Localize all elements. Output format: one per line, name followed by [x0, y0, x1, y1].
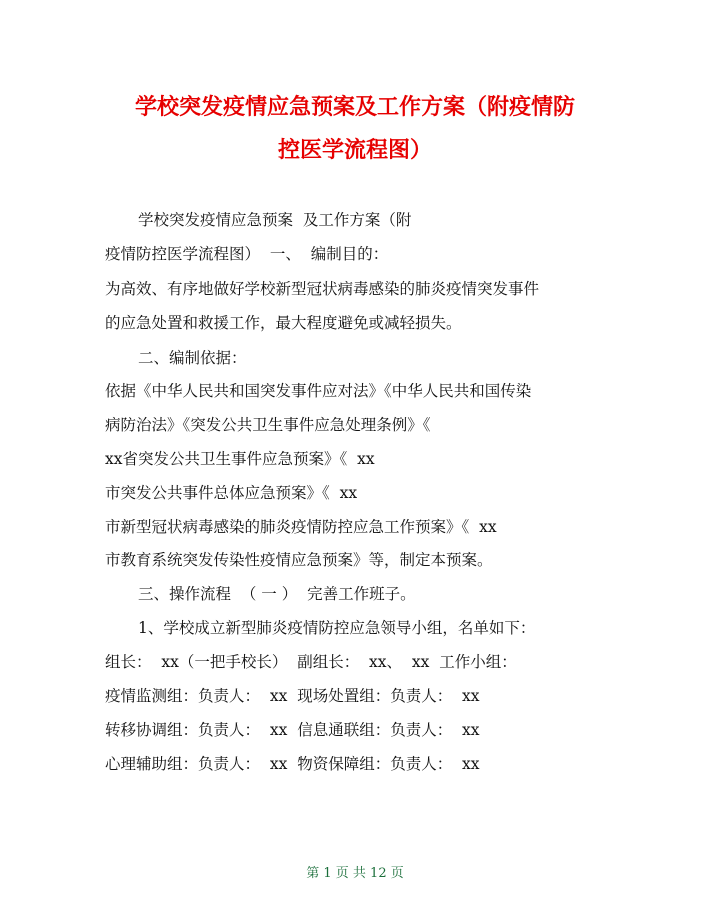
body-line-3: 为高效、有序地做好学校新型冠状病毒感染的肺炎疫情突发事件	[105, 280, 540, 298]
body-line-13: 1、学校成立新型肺炎疫情防控应急领导小组，名单如下：	[138, 619, 536, 637]
body-line-1: 学校突发疫情应急预案 及工作方案（附	[138, 211, 412, 229]
body-line-15: 疫情监测组：负责人： xx 现场处置组：负责人： xx	[105, 687, 480, 705]
body-line-2: 疫情防控医学流程图） 一、 编制目的：	[105, 245, 389, 263]
body-line-7: 病防治法》《突发公共卫生事件应急处理条例》《	[105, 416, 431, 434]
body-line-6: 依据《中华人民共和国突发事件应对法》《中华人民共和国传染	[105, 382, 532, 400]
body-line-11: 市教育系统突发传染性疫情应急预案》等，制定本预案。	[105, 551, 493, 569]
document-title-line-1: 学校突发疫情应急预案及工作方案（附疫情防	[134, 95, 575, 120]
document-title-line-2: 控医学流程图）	[277, 138, 432, 163]
body-line-16: 转移协调组：负责人： xx 信息通联组：负责人： xx	[105, 721, 480, 739]
body-line-10: 市新型冠状病毒感染的肺炎疫情防控应急工作预案》《 xx	[105, 518, 497, 536]
body-line-12: 三、操作流程 （ 一 ） 完善工作班子。	[138, 585, 416, 603]
body-line-4: 的应急处置和救援工作，最大程度避免或减轻损失。	[105, 314, 462, 332]
body-line-14: 组长： xx（一把手校长） 副组长： xx、 xx 工作小组：	[105, 653, 517, 671]
body-line-8: xx省突发公共卫生事件应急预案》《 xx	[105, 450, 375, 468]
body-line-9: 市突发公共事件总体应急预案》《 xx	[105, 484, 358, 502]
page-number-footer: 第 1 页 共 12 页	[306, 866, 404, 881]
body-line-5: 二、编制依据：	[138, 349, 247, 367]
body-line-17: 心理辅助组：负责人： xx 物资保障组：负责人： xx	[105, 755, 480, 773]
